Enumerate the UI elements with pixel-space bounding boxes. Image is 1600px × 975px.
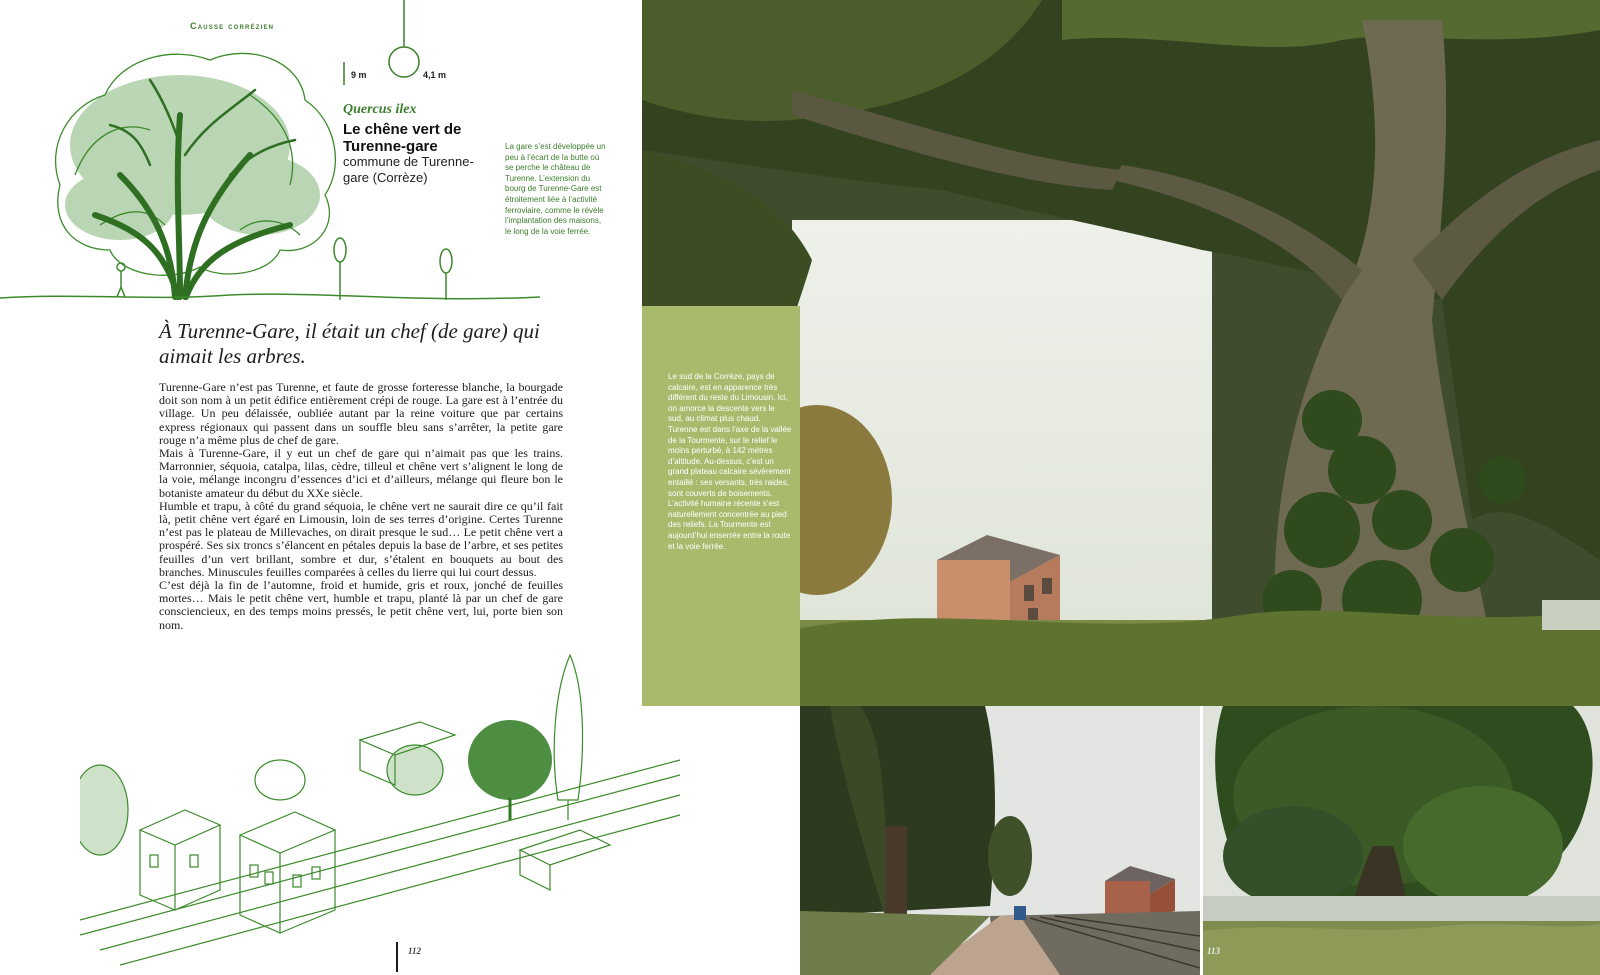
folio-right: 113 [1207,946,1221,956]
station-sketch-illustration [80,650,690,970]
oak-close-photo [1203,706,1600,975]
tree-title: Le chêne vert de Turenne-gare [343,121,462,155]
lead-heading: À Turenne-Gare, il était un chef (de gare) qui aimait les arbres. [159,319,540,368]
height-label: 9 m [351,70,367,80]
circumference-label: 4,1 m [423,70,447,80]
species-name: Quercus ilex [343,102,417,117]
info-box-text: Le sud de la Corrèze, pays de calcaire, est en apparence très différent du reste du Limousin. Ici, on amorce la descente vers le sud, au climat plus chaud. Turenne est dans l’axe de la vallée de la Tourmente, sur le relief le moins perturbé, à 142 mètres d’altitude. Au-dessus, c’est un grand plateau calcaire sévèrement entaillé : ses versants, très raides, sont couverts de boisements. L’activité humaine récente s’est naturellement concentrée au pied des reliefs. La Tourmente est aujourd’hui enserrée entre la route et la voie ferrée. [668,372,792,551]
folio-left: 112 [408,946,422,956]
body-text [159,381,563,632]
paragraph-3: Humble et trapu, à côté du grand séquoia, le chêne vert ne saurait dire ce qu’il fait là, petit chêne vert égaré en Limousin, loin de ses terres d’origine. Certes Turenne n’est pas le plateau de Millevaches, on dirait presque le sud… Le petit chêne vert a prospéré. Ses six troncs s’élancent en pétales depuis la base de l’arbre, et ses petites feuilles d’un vert brillant, sombre et dur, s’étalent en bouquets au bout des branches. Minuscules feuilles comparées à celles du lierre qui lui court dessus. [159,498,563,579]
folio-rule [396,942,398,972]
sidenote: La gare s’est développée un peu à l’écart de la butte où se perche le château de Turenne. L’extension du bourg de Turenne-Gare est étroitement liée à l’activité ferroviaire, comme le révèle l’implantation des maisons, le long de la voie ferrée. [505,142,606,236]
paragraph-2: Mais à Turenne-Gare, il y eut un chef de gare qui n’aimait pas que les trains. Marronnier, séquoia, catalpa, lilas, cèdre, tilleul et chêne vert s’alignent le long de la voie, mélange incongru d’essences d’ici et d’ailleurs, mélange qui fleure bon le botaniste amateur du début du XXe siècle. [159,446,563,500]
paragraph-4: C’est déjà la fin de l’automne, froid et humide, gris et roux, jonché de feuilles mortes… Mais le petit chêne vert, humble et trapu, planté là par un chef de gare consciencieux, en des temps moins pressés, le petit chêne vert, lui, porte bien son nom. [159,578,563,632]
paragraph-1: Turenne-Gare n’est pas Turenne, et faute de grosse forteresse blanche, la bourgade doit son nom à un petit édifice entièrement crépi de rouge. La gare est à l’entrée du village. Un peu délaissée, oubliée autant par la reine voiture que par certains express régionaux qui passent dans un souffle bleu sans s’arrêter, la petite gare rouge n’a même plus de chef de gare. [159,380,563,447]
running-head: Causse corrézien [190,21,275,31]
commune-label: commune de Turenne-gare (Corrèze) [343,154,474,185]
station-photo [800,706,1200,975]
